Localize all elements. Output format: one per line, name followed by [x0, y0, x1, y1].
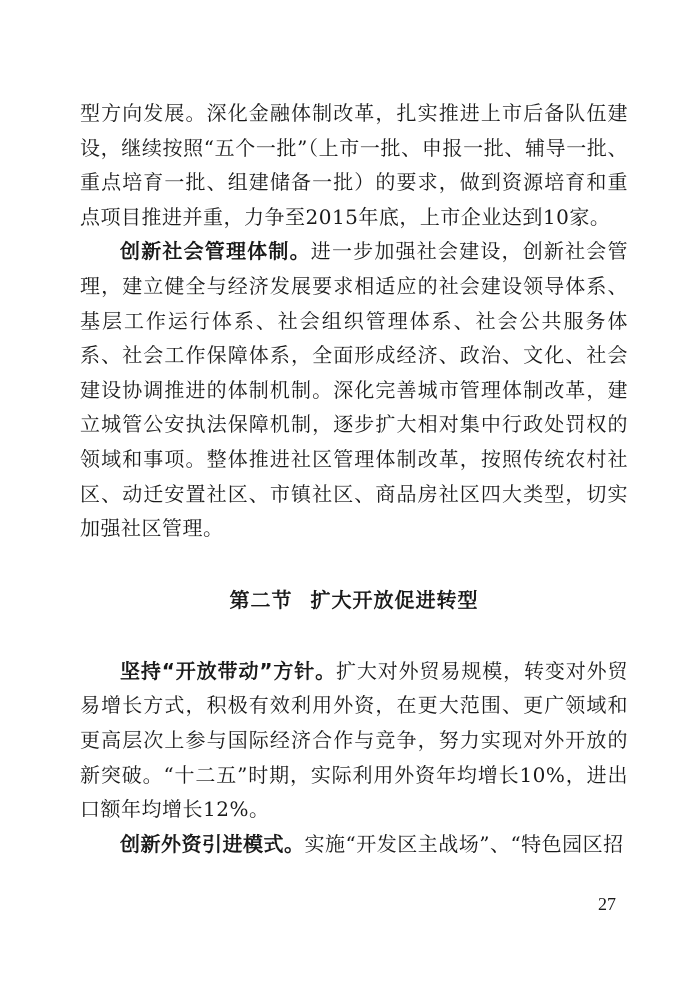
paragraph-foreign-investment	[80, 827, 628, 862]
paragraph-lead-heading: 创新外资引进模式。	[120, 831, 305, 856]
section-title: 扩大开放促进转型	[310, 587, 479, 612]
paragraph-text: 实施“开发区主战场”、“特色园区招	[304, 831, 624, 856]
paragraph-text: 进一步加强社会建设，创新社会管理，建立健全与经济发展要求相适应的社会建设领导体系、基层工作运行体系、社会组织管理体系、社会公共服务体系、社会工作保障体系，全面形成经济、政治、文化、社会建设协调推进的体制机制。深化完善城市管理体制改革，建立城管公安执法保障机制，逐步扩大相对集中行政处罚权的领域和事项。整体推进社区管理体制改革，按照传统农村社区、动迁安置社区、市镇社区、商品房社区四大类型，切实加强社区管理。	[80, 239, 629, 541]
paragraph-text: 型方向发展。深化金融体制改革，扎实推进上市后备队伍建设，继续按照“五个一批”（上市一批、申报一批、辅导一批、重点培育一批、组建储备一批）的要求，做到资源培育和重点项目推进并重，力争至2015年底，上市企业达到10家。	[80, 101, 628, 229]
paragraph-text: 扩大对外贸易规模，转变对外贸易增长方式，积极有效利用外资，在更大范围、更广领域和更高层次上参与国际经济合作与竞争，努力实现对外开放的新突破。“十二五”时期，实际利用外资年均增长10%，进出口额年均增长12%。	[80, 658, 629, 822]
page-number: 27	[598, 894, 616, 914]
paragraph-social-management	[80, 234, 628, 545]
paragraph-opening-up	[80, 654, 628, 827]
section-number: 第二节	[229, 587, 293, 612]
document-body	[80, 96, 628, 861]
paragraph-lead-heading: 坚持“开放带动”方针。	[120, 658, 337, 683]
section-heading	[80, 583, 628, 617]
paragraph-lead-heading: 创新社会管理体制。	[120, 239, 311, 264]
paragraph-finance-reform	[80, 96, 628, 234]
